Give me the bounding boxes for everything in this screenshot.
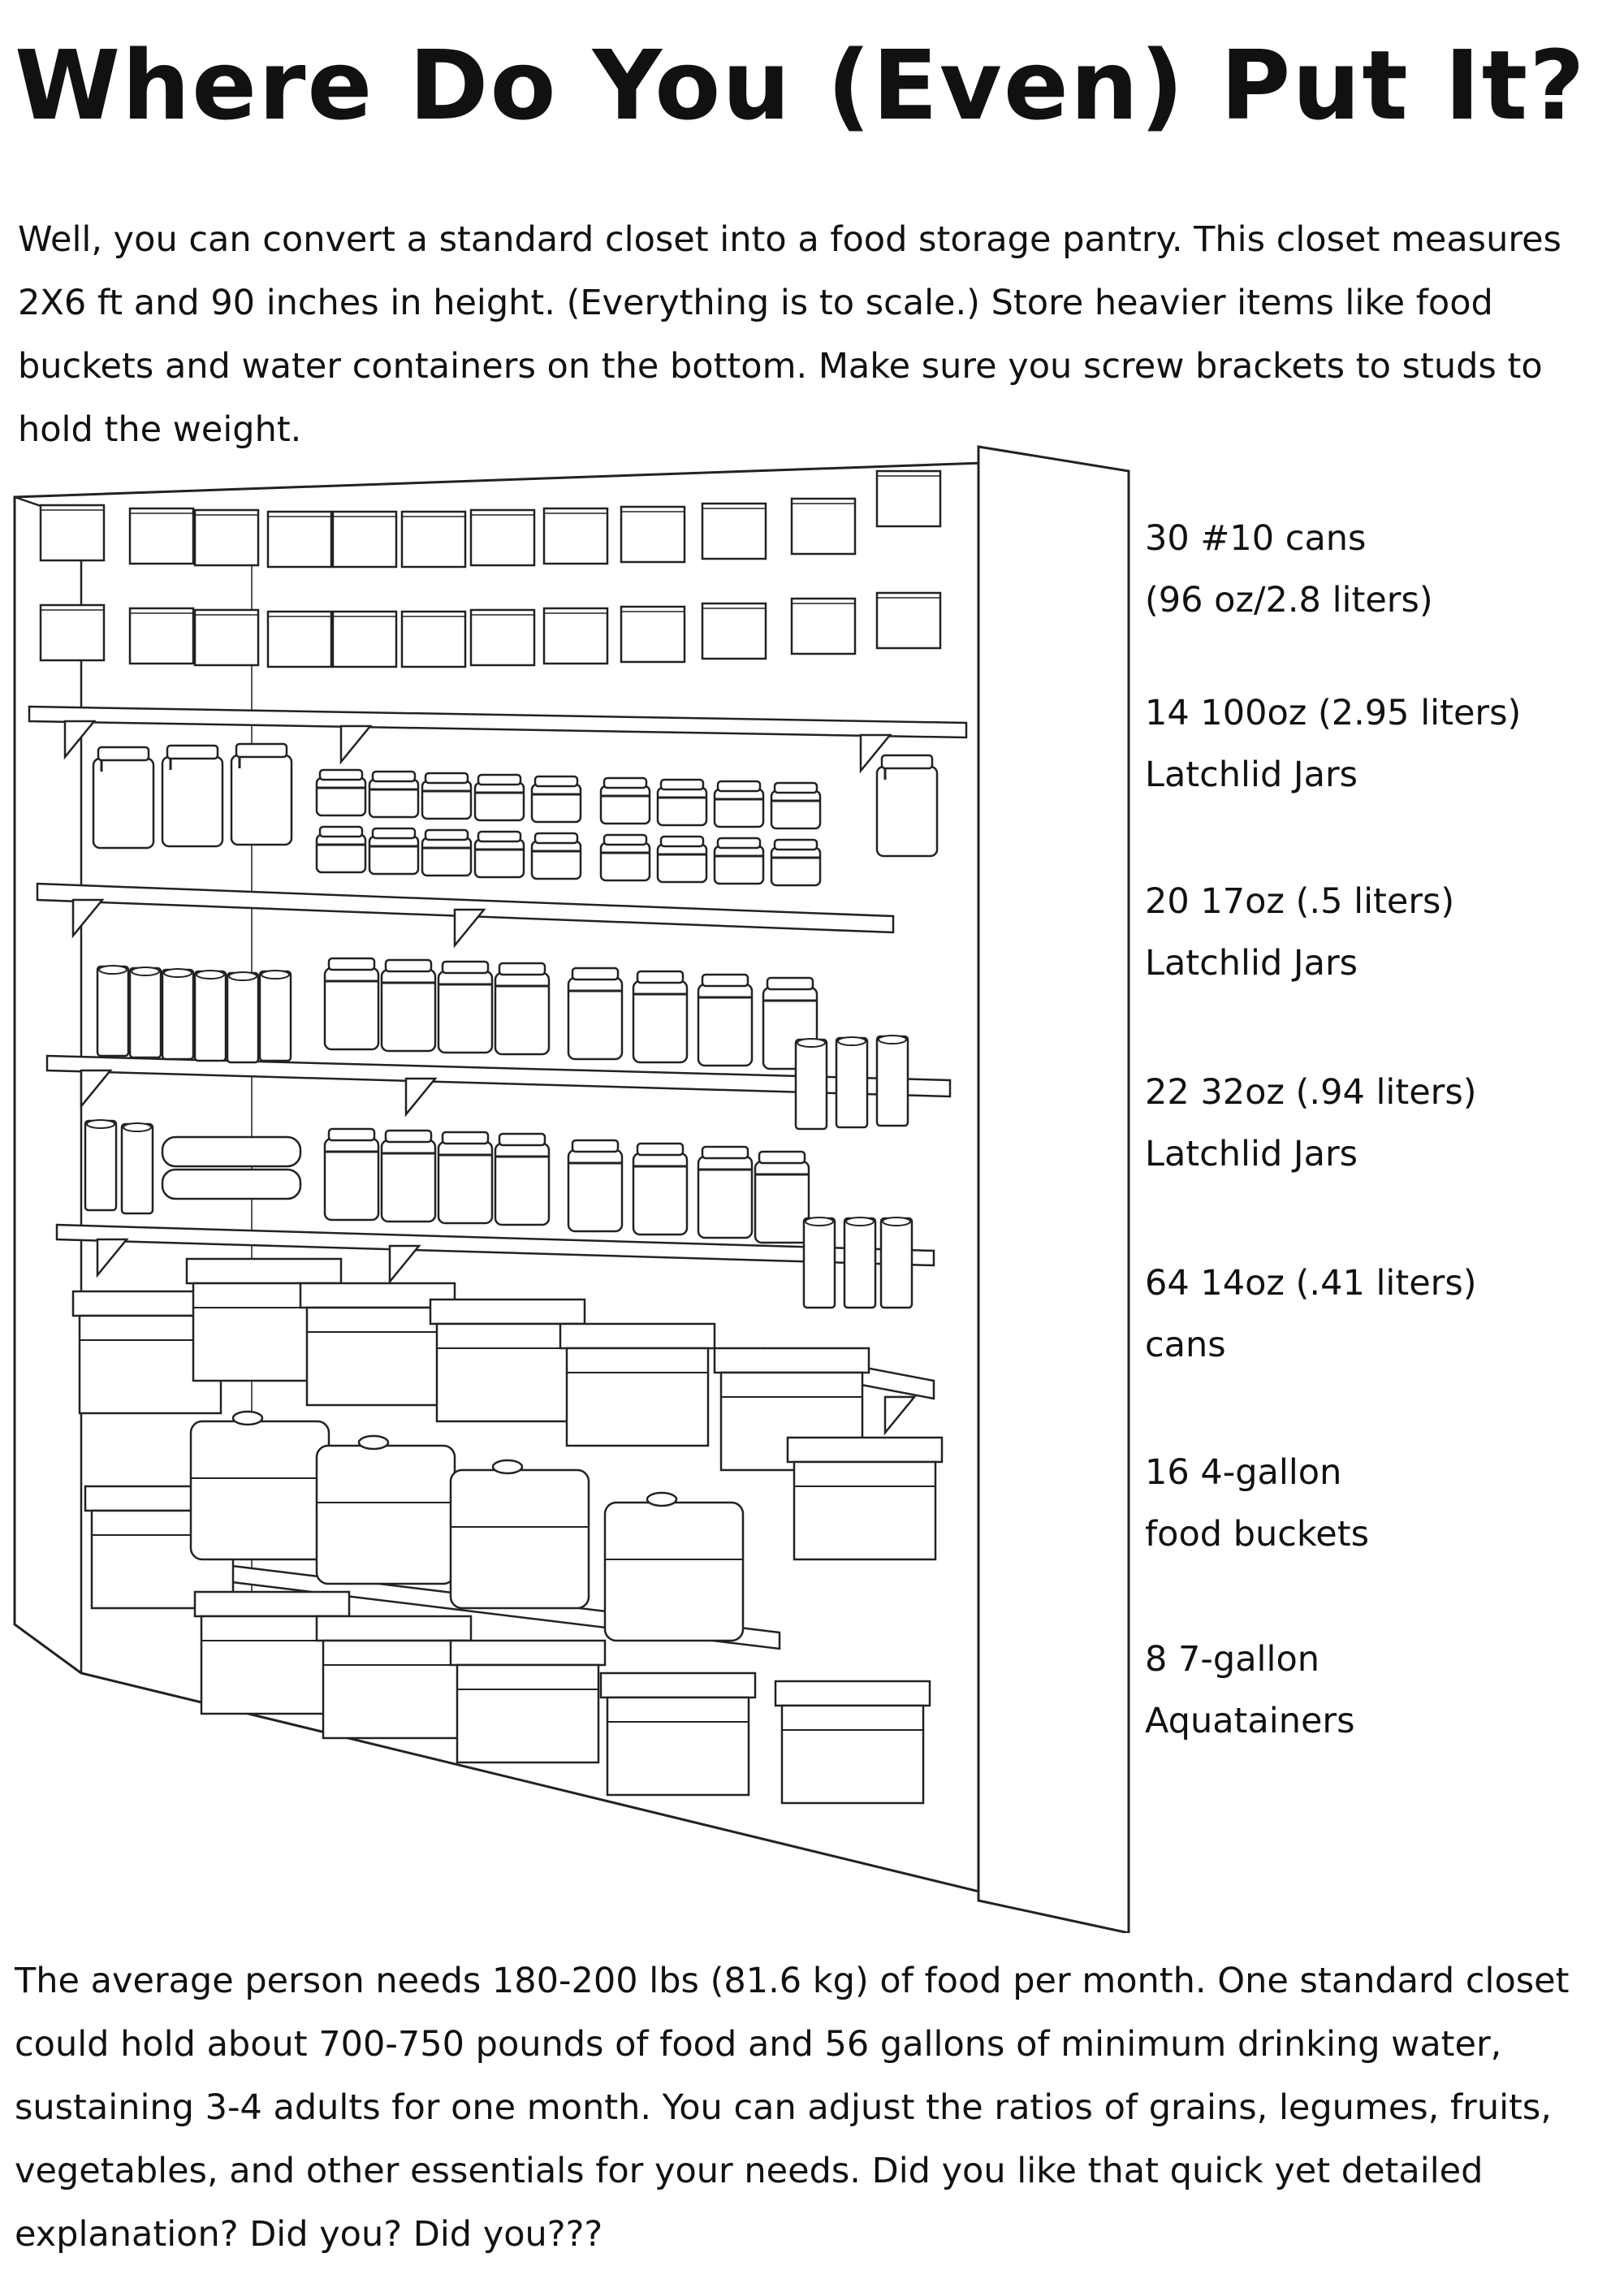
legend-item-quantity: 20 17oz (.5 liters) [1145, 881, 1455, 922]
legend-item-quantity: 64 14oz (.41 liters) [1145, 1263, 1477, 1304]
legend-item-quantity: 30 #10 cans [1145, 518, 1367, 559]
legend-item-quantity: 8 7-gallon [1145, 1639, 1320, 1680]
legend-item-aquatainers [1145, 1628, 1600, 1752]
legend-item-food-buckets [1145, 1442, 1600, 1565]
page-title: Where Do You (Even) Put It? [15, 29, 1587, 141]
legend-item-cans-14oz [1145, 1252, 1600, 1376]
pantry-closet-illustration [0, 439, 1137, 1933]
legend-item-quantity: 22 32oz (.94 liters) [1145, 1072, 1477, 1113]
legend-item-quantity: 16 4-gallon [1145, 1452, 1342, 1493]
legend-item-label: Aquatainers [1145, 1701, 1355, 1741]
legend-item-cans-10 [1145, 508, 1600, 631]
legend-item-label: cans [1145, 1325, 1226, 1365]
intro-paragraph: Well, you can convert a standard closet into a food storage pantry. This closet measures 2X6 ft and 90 inches in height. (Everything is to scale.) Store heavier items like food buckets and water containers on the bottom. Make sure you screw brackets to studs to hold the weight. [18, 219, 1561, 450]
legend-item-quantity: 14 100oz (2.95 liters) [1145, 693, 1522, 733]
legend-item-label: Latchlid Jars [1145, 755, 1358, 795]
legend-item-label: food buckets [1145, 1514, 1369, 1555]
legend-item-label: Latchlid Jars [1145, 1134, 1358, 1174]
legend-item-label: Latchlid Jars [1145, 943, 1358, 984]
legend-item-label: (96 oz/2.8 liters) [1145, 580, 1433, 621]
legend-item-jars-17oz [1145, 871, 1600, 994]
legend-item-jars-32oz [1145, 1062, 1600, 1185]
legend-item-jars-100oz [1145, 682, 1600, 806]
closing-paragraph: The average person needs 180-200 lbs (81.6 kg) of food per month. One standard closet could hold about 700-750 pounds of food and 56 gallons of minimum drinking water, sustaining 3-4 adults for one month. You can adjust the ratios of grains, legumes, fruits, vegetables, and other essentials for your needs. Did you like that quick yet detailed explanation? Did you? Did you??? [15, 1961, 1570, 2255]
